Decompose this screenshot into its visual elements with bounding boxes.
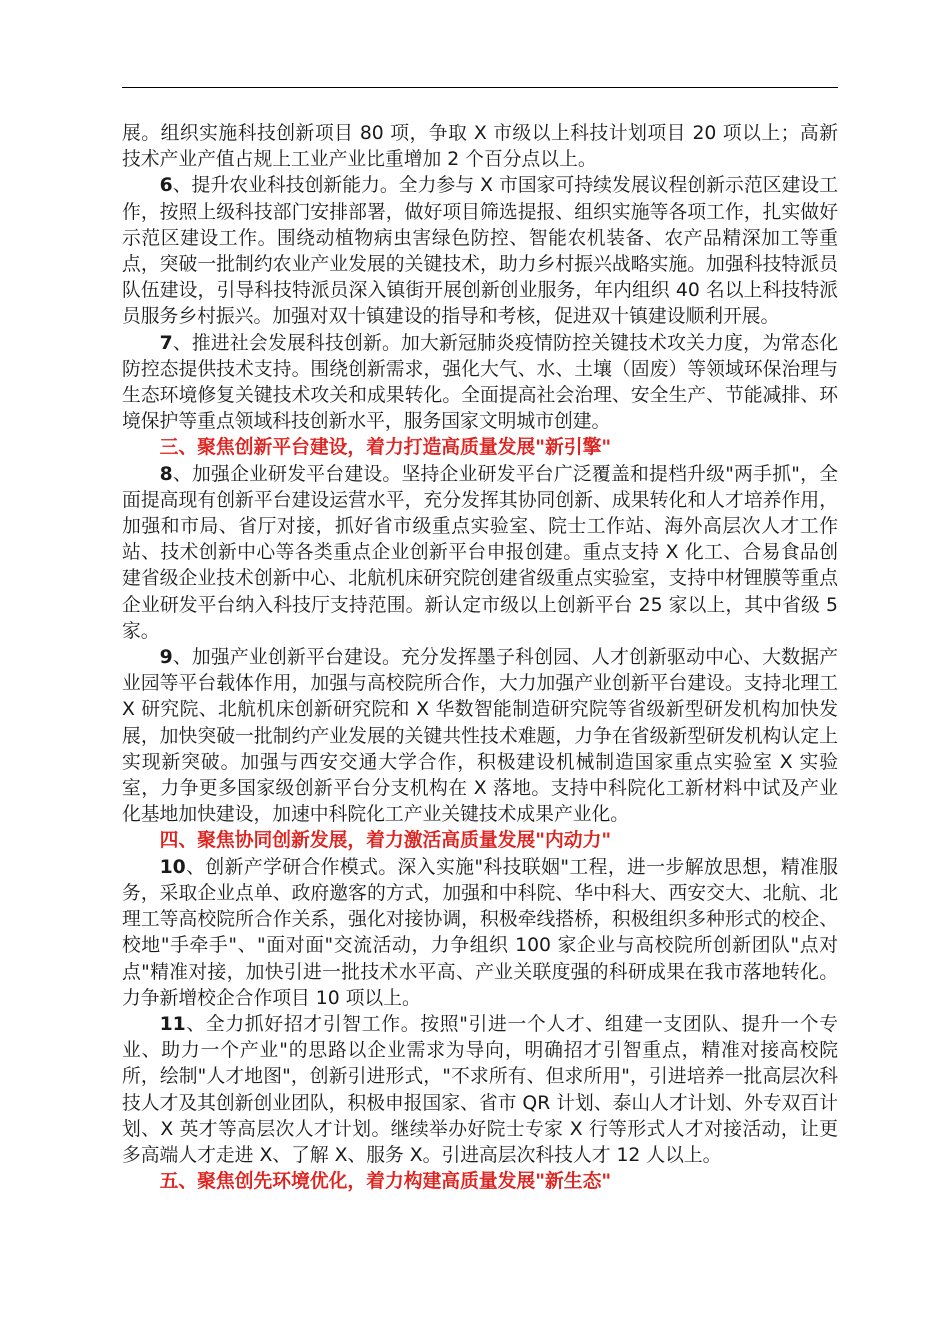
item-number: 8 [159, 463, 173, 485]
item-text: 、推进社会发展科技创新。加大新冠肺炎疫情防控关键技术攻关力度，为常态化防控态提供技术支持。围绕创新需求，强化大气、水、土壤（固废）等领域环保治理与生态环境修复关键技术攻关和成果转化。全面提高社会治理、安全生产、节能减排、环境保护等重点领域科技创新水平，服务国家文明城市创建。 [122, 332, 838, 433]
paragraph-item-6 [122, 173, 838, 330]
paragraph-item-9 [122, 645, 838, 828]
item-text: 、加强企业研发平台建设。坚持企业研发平台广泛覆盖和提档升级"两手抓"，全面提高现有创新平台建设运营水平，充分发挥其协同创新、成果转化和人才培养作用，加强和市局、省厅对接，抓好省市级重点实验室、院士工作站、海外高层次人才工作站、技术创新中心等各类重点企业创新平台申报创建。重点支持 X 化工、合易食品创建省级企业技术创新中心、北航机床研究院创建省级重点实验室，支持中材锂膜等重点企业研发平台纳入科技厅支持范围。新认定市级以上创新平台 25 家以上，其中省级 5 家。 [122, 463, 838, 642]
section-heading-5: 五、聚焦创先环境优化，着力构建高质量发展"新生态" [159, 1171, 612, 1193]
item-number: 10 [159, 856, 186, 878]
paragraph-continuation: 展。组织实施科技创新项目 80 项，争取 X 市级以上科技计划项目 20 项以上；高新技术产业产值占规上工业产业比重增加 2 个百分点以上。 [122, 123, 838, 171]
item-text: 、加强产业创新平台建设。充分发挥墨子科创园、人才创新驱动中心、大数据产业园等平台载体作用，加强与高校院所合作，大力加强产业创新平台建设。支持北理工 X 研究院、北航机床创新研究院和 X 华数智能制造研究院等省级新型研发机构加快发展，加快突破一批制约产业发展的关键共性技术难题，力争在省级新型研发机构认定上实现新突破。加强与西安交通大学合作，积极建设机械制造国家重点实验室 X 实验室，力争更多国家级创新平台分支机构在 X 落地。支持中科院化工新材料中试及产业化基地加快建设，加速中科院化工产业关键技术成果产业化。 [122, 647, 838, 826]
item-text: 、全力抓好招才引智工作。按照"引进一个人才、组建一支团队、提升一个专业、助力一个产业"的思路以企业需求为导向，明确招才引智重点，精准对接高校院所，绘制"人才地图"，创新引进形式，"不求所有、但求所用"，引进培养一批高层次科技人才及其创新创业团队，积极申报国家、省市 QR 计划、泰山人才计划、外专双百计划、X 英才等高层次人才计划。继续举办好院士专家 X 行等形式人才对接活动，让更多高端人才走进 X、了解 X、服务 X。引进高层次科技人才 12 人以上。 [122, 1013, 838, 1166]
paragraph-item-8 [122, 462, 838, 645]
item-text: 、提升农业科技创新能力。全力参与 X 市国家可持续发展议程创新示范区建设工作，按照上级科技部门安排部署，做好项目筛选提报、组织实施等各项工作，扎实做好示范区建设工作。围绕动植物病虫害绿色防控、智能农机装备、农产品精深加工等重点，突破一批制约农业产业发展的关键技术，助力乡村振兴战略实施。加强科技特派员队伍建设，引导科技特派员深入镇街开展创新创业服务，年内组织 40 名以上科技特派员服务乡村振兴。加强对双十镇建设的指导和考核，促进双十镇建设顺利开展。 [122, 175, 838, 328]
item-number: 11 [159, 1013, 186, 1035]
section-heading-4: 四、聚焦协同创新发展，着力激活高质量发展"内动力" [159, 830, 612, 852]
paragraph-item-7 [122, 331, 838, 436]
item-number: 6 [159, 175, 173, 197]
item-number: 9 [159, 647, 173, 669]
paragraph-item-11 [122, 1012, 838, 1169]
item-text: 、创新产学研合作模式。深入实施"科技联姻"工程，进一步解放思想，精准服务，采取企业点单、政府邀客的方式，加强和中科院、华中科大、西安交大、北航、北理工等高校院所合作关系，强化对接协调，积极牵线搭桥，积极组织多种形式的校企、校地"手牵手"、"面对面"交流活动，力争组织 100 家企业与高校院所创新团队"点对点"精准对接，加快引进一批技术水平高、产业关联度强的科研成果在我市落地转化。力争新增校企合作项目 10 项以上。 [122, 856, 838, 1009]
document-body [122, 121, 838, 1195]
section-heading-3: 三、聚焦创新平台建设，着力打造高质量发展"新引擎" [159, 437, 612, 459]
item-number: 7 [159, 332, 173, 354]
header-rule [122, 87, 838, 88]
paragraph-item-10 [122, 855, 838, 1012]
